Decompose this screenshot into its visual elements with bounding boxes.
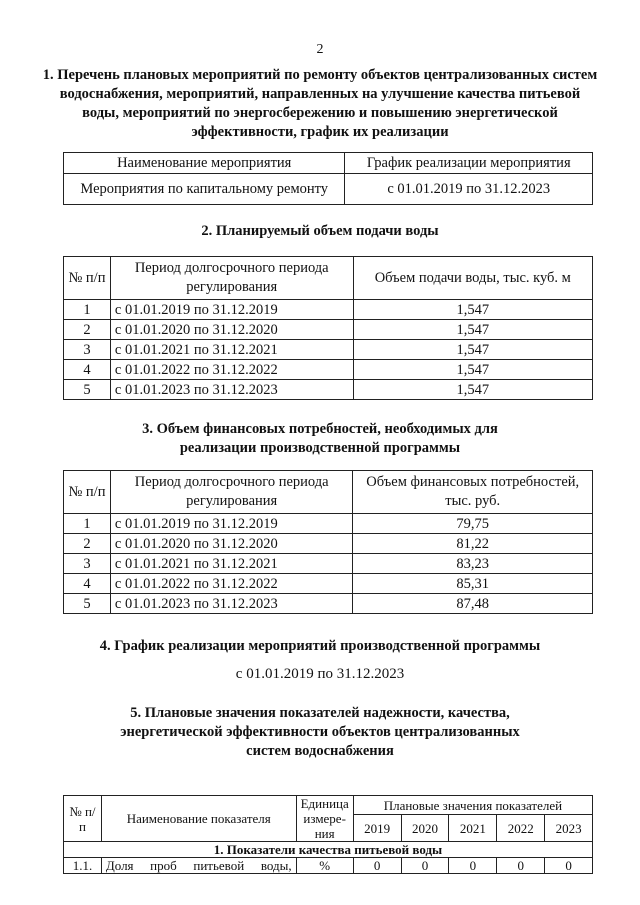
row-period: с 01.01.2020 по 31.12.2020 [110, 534, 353, 554]
year-cell: 2020 [401, 815, 449, 842]
table-header-row [64, 257, 593, 300]
table-row [64, 594, 593, 614]
row-number: 4 [64, 574, 111, 594]
row-number: 1 [64, 514, 111, 534]
table-row [64, 300, 593, 320]
row-period: с 01.01.2022 по 31.12.2022 [110, 360, 353, 380]
row-value: 81,22 [353, 534, 593, 554]
col-number: № п/п [64, 257, 111, 300]
row-value: 0 [497, 858, 545, 874]
row-value: 79,75 [353, 514, 593, 534]
row-unit: % [296, 858, 353, 874]
row-period: с 01.01.2019 по 31.12.2019 [110, 514, 353, 534]
row-number: 3 [64, 554, 111, 574]
activity-name-cell: Мероприятия по капитальному ремонту [64, 174, 345, 205]
section5-table [63, 795, 593, 874]
row-number: 4 [64, 360, 111, 380]
table-row [64, 858, 593, 874]
row-period: с 01.01.2023 по 31.12.2023 [110, 594, 353, 614]
row-value: 85,31 [353, 574, 593, 594]
section1-table [63, 152, 593, 205]
row-number: 5 [64, 594, 111, 614]
section3-table [63, 470, 593, 614]
row-value: 0 [449, 858, 497, 874]
row-value: 0 [545, 858, 593, 874]
row-period: с 01.01.2019 по 31.12.2019 [110, 300, 353, 320]
col-period: Период долгосрочного периода регулирования [110, 257, 353, 300]
row-number: 3 [64, 340, 111, 360]
table-row [64, 514, 593, 534]
row-period: с 01.01.2020 по 31.12.2020 [110, 320, 353, 340]
col-number: № п/п [64, 796, 102, 842]
col-schedule: График реализации мероприятия [345, 153, 593, 174]
table-row [64, 554, 593, 574]
row-value: 1,547 [353, 360, 592, 380]
row-period: с 01.01.2021 по 31.12.2021 [110, 340, 353, 360]
table-row [64, 174, 593, 205]
col-planned-values: Плановые значения показателей [353, 796, 592, 815]
col-unit: Единица измере-ния [296, 796, 353, 842]
row-value: 1,547 [353, 300, 592, 320]
section1-heading: 1. Перечень плановых мероприятий по ремонту объектов централизованных систем водоснабжения, мероприятий, направленных на улучшение качества питьевой воды, мероприятий по энергосбережению и повышению энергетической эффективности, график их реализации [42, 67, 598, 140]
row-period: с 01.01.2022 по 31.12.2022 [110, 574, 353, 594]
table-header-row [64, 796, 593, 815]
year-cell: 2019 [353, 815, 401, 842]
section2-table [63, 256, 593, 400]
table-header-row [64, 471, 593, 514]
row-number: 1 [64, 300, 111, 320]
section4-period: с 01.01.2019 по 31.12.2023 [235, 666, 405, 682]
section5-heading: 5. Плановые значения показателей надежности, качества, энергетической эффективности объектов централизованных систем водоснабжения [120, 705, 520, 759]
col-finance: Объем финансовых потребностей, тыс. руб. [353, 471, 593, 514]
table-row [64, 534, 593, 554]
row-indicator-name: Доля проб питьевой воды, [101, 858, 296, 874]
group-quality: 1. Показатели качества питьевой воды [64, 842, 593, 858]
table-row [64, 320, 593, 340]
table-row [64, 340, 593, 360]
section3-heading: 3. Объем финансовых потребностей, необходимых для реализации производственной программы [142, 421, 498, 456]
page-number: 2 [316, 42, 324, 57]
table-row [64, 574, 593, 594]
table-row [64, 360, 593, 380]
row-value: 1,547 [353, 340, 592, 360]
col-number: № п/п [64, 471, 111, 514]
year-cell: 2022 [497, 815, 545, 842]
row-value: 0 [353, 858, 401, 874]
year-cell: 2021 [449, 815, 497, 842]
row-value: 1,547 [353, 320, 592, 340]
row-value: 0 [401, 858, 449, 874]
schedule-cell: с 01.01.2019 по 31.12.2023 [345, 174, 593, 205]
row-period: с 01.01.2021 по 31.12.2021 [110, 554, 353, 574]
row-number: 2 [64, 534, 111, 554]
col-volume: Объем подачи воды, тыс. куб. м [353, 257, 592, 300]
year-cell: 2023 [545, 815, 593, 842]
section4-heading: 4. График реализации мероприятий производственной программы [99, 638, 541, 654]
section2-heading: 2. Планируемый объем подачи воды [201, 223, 439, 239]
row-number: 2 [64, 320, 111, 340]
table-row [64, 380, 593, 400]
row-number: 5 [64, 380, 111, 400]
row-value: 1,547 [353, 380, 592, 400]
row-period: с 01.01.2023 по 31.12.2023 [110, 380, 353, 400]
table-group-row [64, 842, 593, 858]
row-number: 1.1. [64, 858, 102, 874]
row-value: 83,23 [353, 554, 593, 574]
col-activity-name: Наименование мероприятия [64, 153, 345, 174]
col-indicator-name: Наименование показателя [101, 796, 296, 842]
row-value: 87,48 [353, 594, 593, 614]
col-period: Период долгосрочного периода регулирования [110, 471, 353, 514]
table-header-row [64, 153, 593, 174]
